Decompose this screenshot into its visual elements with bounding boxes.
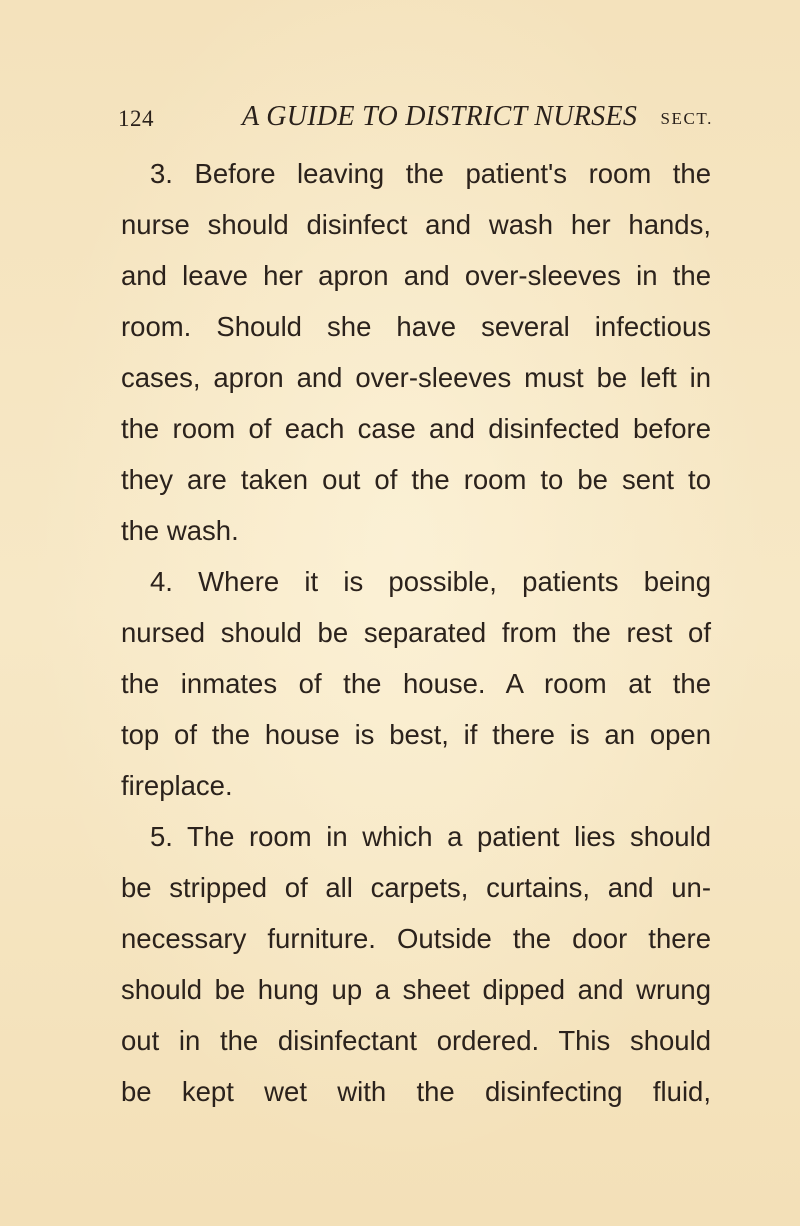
- text-line: be stripped of all carpets, curtains, and un-: [121, 872, 711, 903]
- text-line: the inmates of the house. A room at the: [121, 668, 711, 699]
- text-line: 5. The room in which a patient lies should: [150, 821, 711, 852]
- text-line: the room of each case and disinfected before: [121, 413, 711, 444]
- running-header: [118, 100, 713, 140]
- text-line: the wash.: [121, 515, 239, 546]
- page-body: [121, 148, 711, 1117]
- text-line: cases, apron and over-sleeves must be left in: [121, 362, 711, 393]
- text-line: should be hung up a sheet dipped and wrung: [121, 974, 711, 1005]
- text-line: necessary furniture. Outside the door there: [121, 923, 711, 954]
- text-line: nursed should be separated from the rest of: [121, 617, 711, 648]
- text-line: top of the house is best, if there is an open: [121, 719, 711, 750]
- text-line: they are taken out of the room to be sent to: [121, 464, 711, 495]
- text-line: room. Should she have several infectious: [121, 311, 711, 342]
- running-title: A GUIDE TO DISTRICT NURSES: [242, 101, 638, 132]
- text-line: and leave her apron and over-sleeves in the: [121, 260, 711, 291]
- text-line: out in the disinfectant ordered. This should: [121, 1025, 711, 1056]
- page-number: 124: [118, 106, 154, 131]
- text-line: 4. Where it is possible, patients being: [150, 566, 711, 597]
- section-label: SECT.: [660, 109, 713, 128]
- text-line: be kept wet with the disinfecting fluid,: [121, 1076, 711, 1107]
- text-line: 3. Before leaving the patient's room the: [150, 158, 711, 189]
- text-line: fireplace.: [121, 770, 233, 801]
- text-line: nurse should disinfect and wash her hands,: [121, 209, 711, 240]
